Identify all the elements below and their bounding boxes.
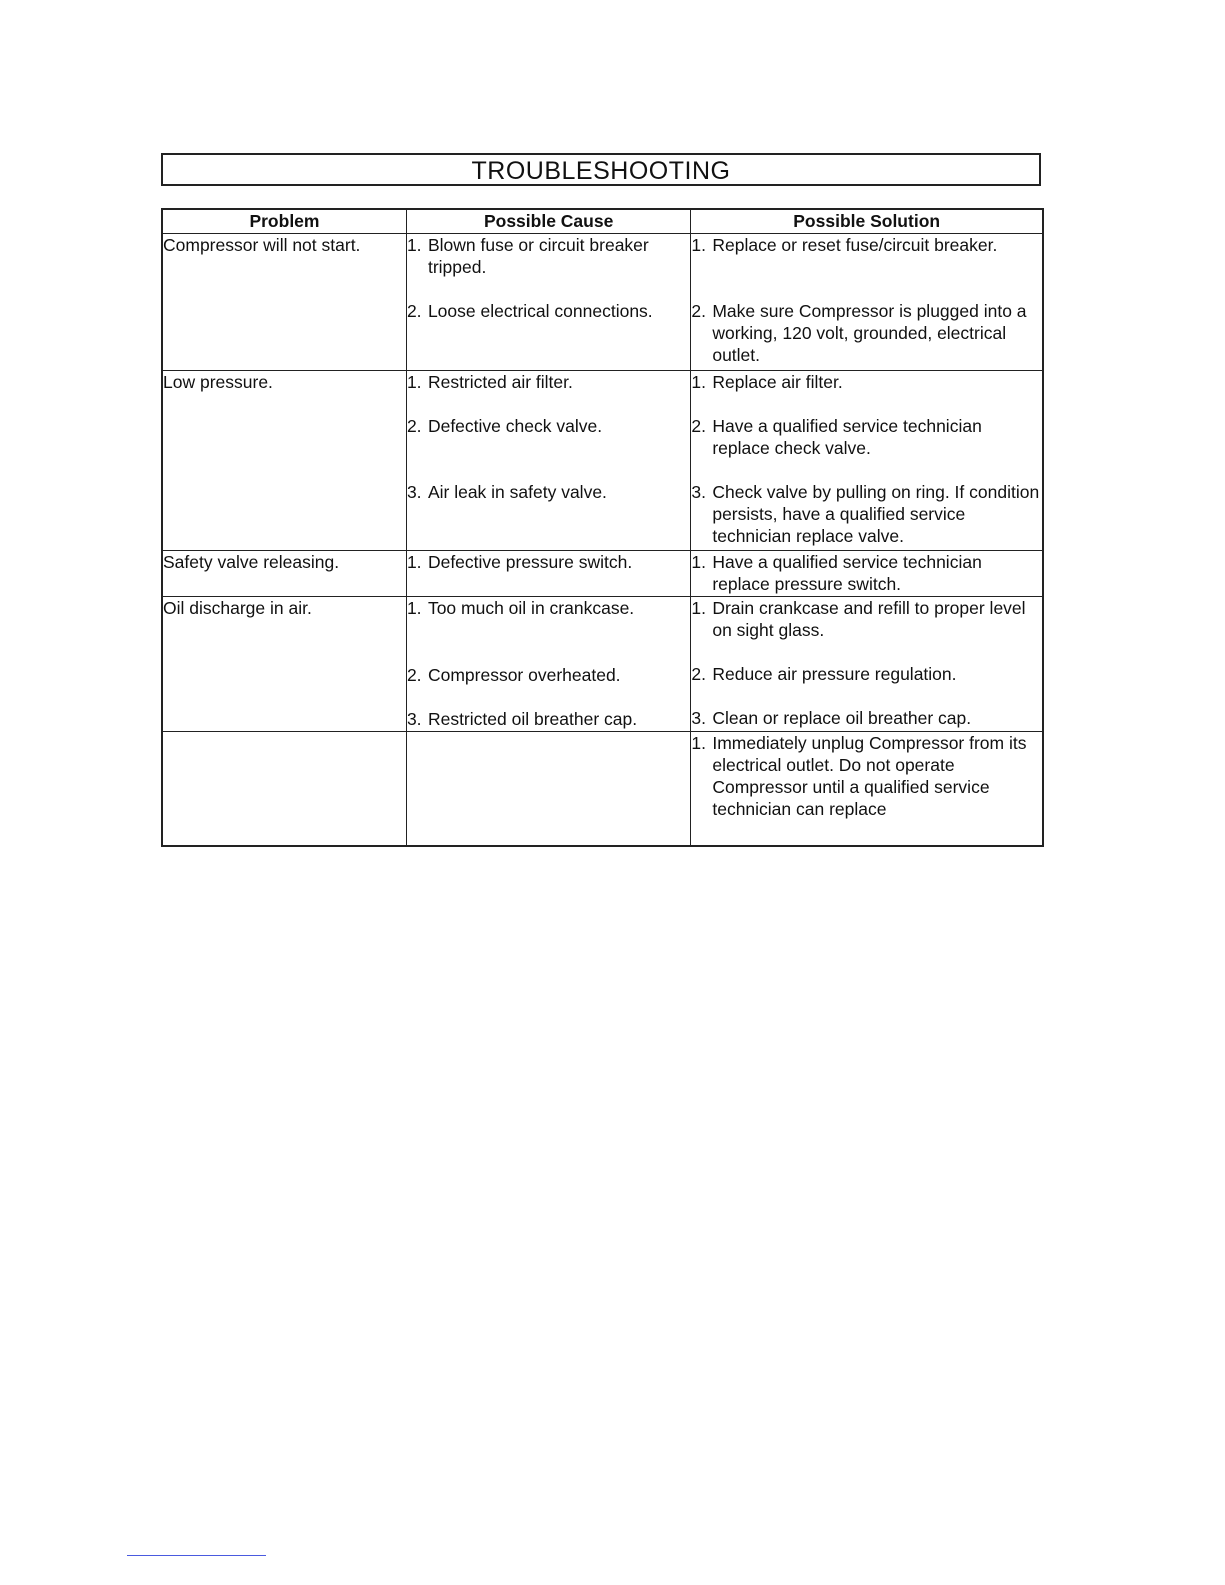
cause-item	[407, 551, 690, 573]
item-text: Drain crankcase and refill to proper level on sight glass.	[712, 598, 1026, 640]
cause-cell	[406, 371, 690, 551]
item-number: 1.	[406, 235, 422, 255]
item-text: Restricted oil breather cap.	[427, 709, 638, 729]
solution-item	[691, 663, 1042, 685]
solution-cell	[691, 234, 1043, 371]
item-text: Blown fuse or circuit breaker tripped.	[427, 235, 649, 277]
solution-item	[691, 481, 1042, 547]
cause-item	[407, 708, 690, 730]
solution-cell	[691, 371, 1043, 551]
page-title: TROUBLESHOOTING	[161, 153, 1041, 186]
solution-cell	[691, 732, 1043, 846]
solution-item	[691, 707, 1042, 729]
item-number: 2.	[691, 416, 706, 436]
item-number: 1.	[691, 372, 706, 392]
item-text: Loose electrical connections.	[427, 301, 653, 321]
table-header-row	[162, 209, 1043, 234]
cause-item	[407, 481, 690, 503]
item-number: 2.	[406, 301, 422, 321]
item-number: 1.	[406, 372, 422, 392]
item-number: 2.	[406, 416, 422, 436]
item-text: Defective check valve.	[427, 416, 603, 436]
item-number: 1.	[691, 552, 706, 572]
item-text: Make sure Compressor is plugged into a working, 120 volt, grounded, electrical outlet.	[712, 301, 1027, 365]
problem-cell: Compressor will not start.	[162, 234, 406, 371]
item-number: 2.	[691, 301, 706, 321]
cause-cell	[406, 732, 690, 846]
item-text: Have a qualified service technician replace pressure switch.	[712, 552, 982, 594]
item-number: 3.	[406, 709, 422, 729]
item-number: 1.	[691, 598, 706, 618]
item-number: 1.	[691, 235, 706, 255]
item-text: Defective pressure switch.	[427, 552, 633, 572]
troubleshooting-table	[161, 208, 1044, 847]
solution-item	[691, 597, 1042, 641]
problem-cell	[162, 732, 406, 846]
solution-item	[691, 551, 1042, 595]
cause-cell	[406, 551, 690, 597]
item-text: Too much oil in crankcase.	[427, 598, 635, 618]
cause-item	[407, 234, 690, 278]
table-row	[162, 234, 1043, 371]
item-text: Have a qualified service technician replace check valve.	[712, 416, 982, 458]
cause-item	[407, 664, 690, 686]
solution-item	[691, 732, 1042, 820]
item-text: Immediately unplug Compressor from its electrical outlet. Do not operate Compressor until a qualified service technician can replace	[712, 733, 1027, 819]
item-number: 3.	[406, 482, 422, 502]
cause-item	[407, 371, 690, 393]
solution-item	[691, 300, 1042, 366]
table-row	[162, 597, 1043, 732]
problem-cell: Safety valve releasing.	[162, 551, 406, 597]
cause-cell	[406, 234, 690, 371]
header-solution: Possible Solution	[691, 209, 1043, 234]
problem-cell: Oil discharge in air.	[162, 597, 406, 732]
item-number: 2.	[406, 665, 422, 685]
table-row	[162, 732, 1043, 846]
header-problem: Problem	[162, 209, 406, 234]
item-number: 2.	[691, 664, 706, 684]
item-text: Check valve by pulling on ring. If condition persists, have a qualified service technician replace valve.	[712, 482, 1040, 546]
item-number: 3.	[691, 708, 706, 728]
item-text: Air leak in safety valve.	[427, 482, 607, 502]
cause-item	[407, 300, 690, 322]
item-text: Reduce air pressure regulation.	[712, 664, 957, 684]
table-row	[162, 551, 1043, 597]
item-text: Restricted air filter.	[427, 372, 573, 392]
cause-item	[407, 415, 690, 437]
cause-item	[407, 597, 690, 619]
footer-rule	[127, 1555, 266, 1556]
item-text: Replace or reset fuse/circuit breaker.	[712, 235, 998, 255]
solution-item	[691, 415, 1042, 459]
item-number: 1.	[406, 552, 422, 572]
cause-cell	[406, 597, 690, 732]
item-text: Replace air filter.	[712, 372, 843, 392]
solution-item	[691, 371, 1042, 393]
solution-cell	[691, 551, 1043, 597]
item-text: Compressor overheated.	[427, 665, 621, 685]
solution-item	[691, 234, 1042, 256]
item-text: Clean or replace oil breather cap.	[712, 708, 972, 728]
item-number: 3.	[691, 482, 706, 502]
table-row	[162, 371, 1043, 551]
item-number: 1.	[691, 733, 706, 753]
solution-cell	[691, 597, 1043, 732]
item-number: 1.	[406, 598, 422, 618]
problem-cell: Low pressure.	[162, 371, 406, 551]
header-cause: Possible Cause	[406, 209, 690, 234]
